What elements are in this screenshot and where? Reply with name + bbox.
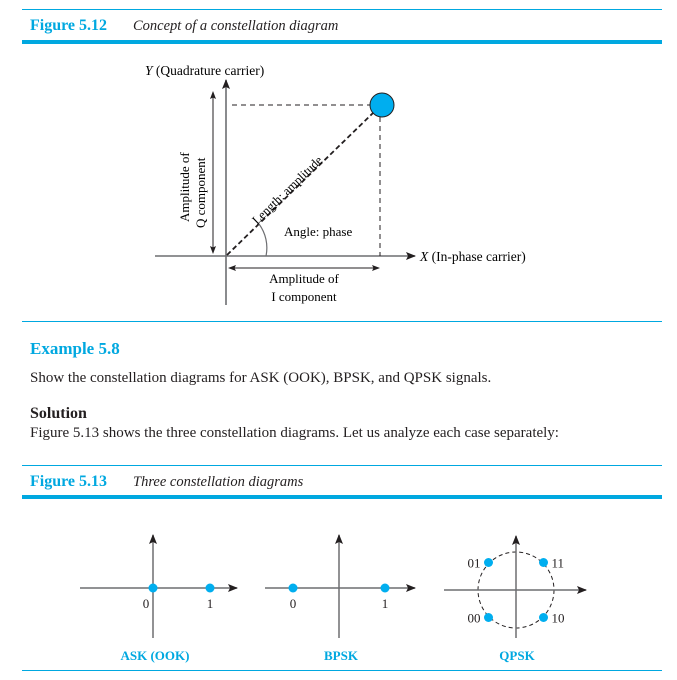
point-label-10: 10	[551, 610, 565, 626]
x-axis-label: X (In-phase carrier)	[420, 249, 526, 264]
point-label-00: 00	[467, 610, 481, 626]
constellation-point-00	[484, 613, 493, 622]
q-amplitude-label-line2: Q component	[193, 157, 208, 228]
i-amplitude-label-line1: Amplitude of	[269, 271, 339, 286]
figure2-caption: Three constellation diagrams	[133, 474, 304, 490]
example-title: Example 5.8	[30, 339, 120, 358]
point-label-0: 0	[142, 596, 150, 611]
qpsk-diagram	[444, 536, 586, 663]
point-label-0: 0	[289, 596, 297, 611]
q-amplitude-label-line1: Amplitude of	[177, 152, 192, 222]
three-constellation-diagrams	[0, 500, 677, 675]
point-label-1: 1	[206, 596, 214, 611]
point-label-11: 11	[551, 555, 565, 571]
ask-diagram	[80, 535, 237, 663]
constellation-point-0	[149, 584, 158, 593]
angle-label: Angle: phase	[284, 224, 353, 239]
figure2-top-rule	[22, 465, 662, 466]
figure-caption: Concept of a constellation diagram	[133, 18, 339, 34]
point-label-01: 01	[467, 555, 481, 571]
constellation-concept-diagram	[0, 0, 677, 320]
constellation-point-0	[289, 584, 298, 593]
solution-text: Figure 5.13 shows the three constellation diagrams. Let us analyze each case separately:	[30, 425, 559, 441]
figure2-header-rule	[22, 495, 662, 499]
bpsk-diagram	[265, 535, 415, 663]
example-prompt: Show the constellation diagrams for ASK (OOK), BPSK, and QPSK signals.	[30, 370, 492, 386]
qpsk-label: QPSK	[499, 648, 535, 663]
i-amplitude-label-line2: I component	[271, 289, 337, 304]
constellation-point-01	[484, 558, 493, 567]
section-rule	[22, 321, 662, 322]
solution-heading: Solution	[30, 405, 87, 422]
figure2-bottom-rule	[22, 670, 662, 671]
constellation-point-1	[381, 584, 390, 593]
point-label-1: 1	[381, 596, 389, 611]
length-label: Length: amplitude	[249, 153, 326, 228]
signal-point	[370, 93, 394, 117]
ask-label: ASK (OOK)	[120, 648, 190, 663]
figure-number: Figure 5.12	[30, 17, 108, 34]
y-axis-label: Y (Quadrature carrier)	[145, 63, 265, 78]
constellation-point-1	[206, 584, 215, 593]
figure2-number: Figure 5.13	[30, 473, 108, 490]
constellation-point-11	[539, 558, 548, 567]
bpsk-label: BPSK	[324, 648, 358, 663]
constellation-point-10	[539, 613, 548, 622]
phase-angle-arc	[259, 224, 267, 256]
